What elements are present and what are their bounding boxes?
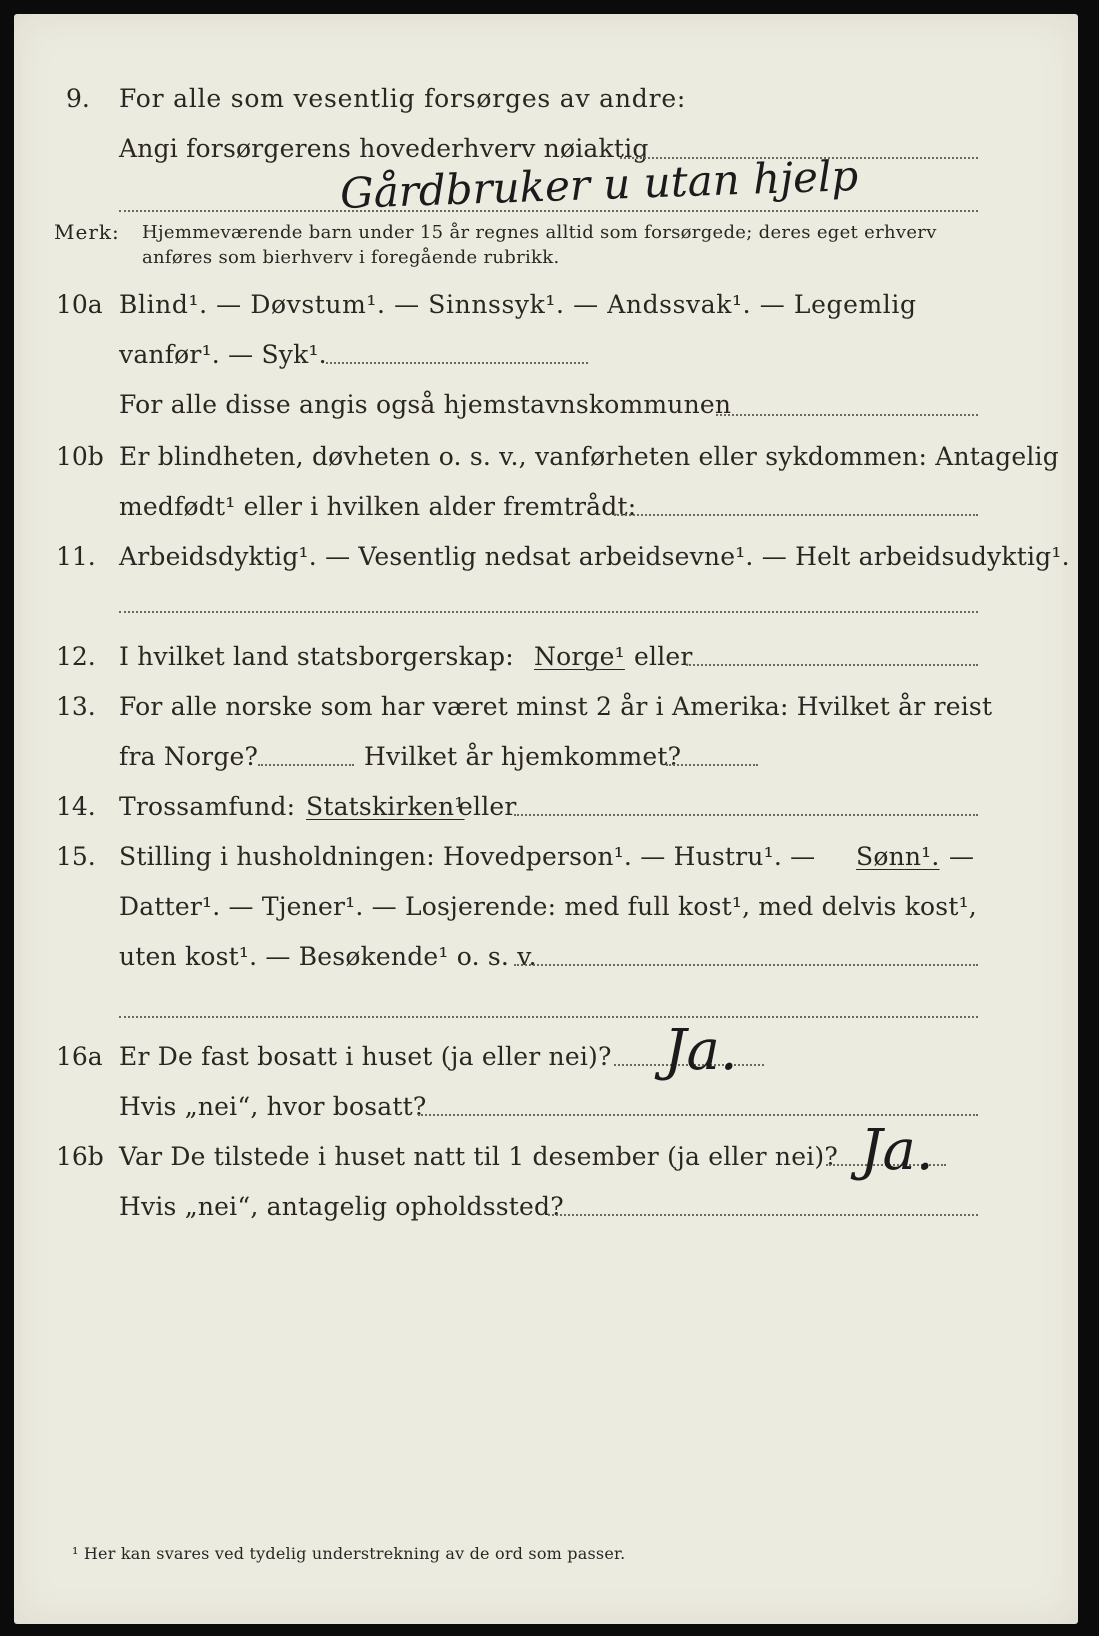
q12-suffix: eller [634,642,693,671]
q9-answer-line-2 [119,210,978,212]
q10b-line1: Er blindheten, døvheten o. s. v., vanførheten eller sykdommen: Antagelig [119,442,1059,471]
merk-line2: anføres som bierhverv i foregående rubrikk. [142,247,560,268]
q10a-line2: vanfør¹. — Syk¹. [119,340,327,369]
item-number-9: 9. [66,84,90,113]
q16b-opholdssted-line [548,1214,978,1216]
q15-line3: uten kost¹. — Besøkende¹ o. s. v. [119,942,537,971]
q16a-handwritten-answer: Ja. [664,1018,738,1083]
q10a-line1: Blind¹. — Døvstum¹. — Sinnssyk¹. — Andssvak¹. — Legemlig [119,290,917,319]
q13-line2a: fra Norge? [119,742,259,771]
q16b-handwritten-answer: Ja. [860,1118,934,1183]
q10a-line3: For alle disse angis også hjemstavnskommunen [119,390,732,419]
item-number-15: 15. [56,842,96,871]
item-number-10b: 10b [56,442,104,471]
q11-line1: Arbeidsdyktig¹. — Vesentlig nedsat arbeidsevne¹. — Helt arbeidsudyktig¹. [119,542,1070,571]
q10b-line2: medfødt¹ eller i hvilken alder fremtrådt: [119,492,637,521]
item-number-11: 11. [56,542,96,571]
q15-line1a: Stilling i husholdningen: Hovedperson¹. — Hustru¹. — [119,842,816,871]
q12-prefix: I hvilket land statsborgerskap: [119,642,514,671]
q16a-line1: Er De fast bosatt i huset (ja eller nei)? [119,1042,612,1071]
q15-answer-line [514,964,978,966]
item-number-13: 13. [56,692,96,721]
q14-prefix: Trossamfund: [119,792,296,821]
q15-line1b: — [949,842,975,871]
q9-line2: Angi forsørgerens hovederhverv nøiaktig [119,134,649,163]
merk-line1: Hjemmeværende barn under 15 år regnes alltid som forsørgede; deres eget erhverv [142,222,937,243]
q16b-line2: Hvis „nei“, antagelig opholdssted? [119,1192,564,1221]
q15-sonn-underlined: Sønn¹. [856,842,940,871]
q9-handwritten-answer: Gårdbruker u utan hjelp [339,150,860,219]
footnote: ¹ Her kan svares ved tydelig understrekning av de ord som passer. [72,1544,626,1563]
q10a-syk-line [326,362,588,364]
merk-label: Merk: [54,220,120,244]
q16b-line1: Var De tilstede i huset natt til 1 desember (ja eller nei)? [119,1142,838,1171]
item-number-16b: 16b [56,1142,104,1171]
q12-norge-underlined: Norge¹ [534,642,625,671]
q14-statskirken-underlined: Statskirken¹ [306,792,465,821]
q9-line1: For alle som vesentlig forsørges av andre: [119,84,687,113]
q15-line2: Datter¹. — Tjener¹. — Losjerende: med full kost¹, med delvis kost¹, [119,892,977,921]
q13-line2b: Hvilket år hjemkommet? [364,742,682,771]
q15-answer-line-2 [119,1016,978,1018]
q14-suffix: eller [458,792,517,821]
q13-reist-line [258,764,354,766]
q12-answer-line [686,664,978,666]
q13-line1: For alle norske som har været minst 2 år i Amerika: Hvilket år reist [119,692,993,721]
q14-answer-line [514,814,978,816]
item-number-14: 14. [56,792,96,821]
q13-hjemkommet-line [666,764,758,766]
q10b-alder-line [614,514,978,516]
q10a-kommune-line [716,414,978,416]
q16a-bosatt-line [418,1114,978,1116]
q11-answer-line [119,611,978,613]
item-number-12: 12. [56,642,96,671]
item-number-16a: 16a [56,1042,103,1071]
item-number-10a: 10a [56,290,103,319]
q16a-line2: Hvis „nei“, hvor bosatt? [119,1092,427,1121]
census-form-page [14,14,1078,1624]
